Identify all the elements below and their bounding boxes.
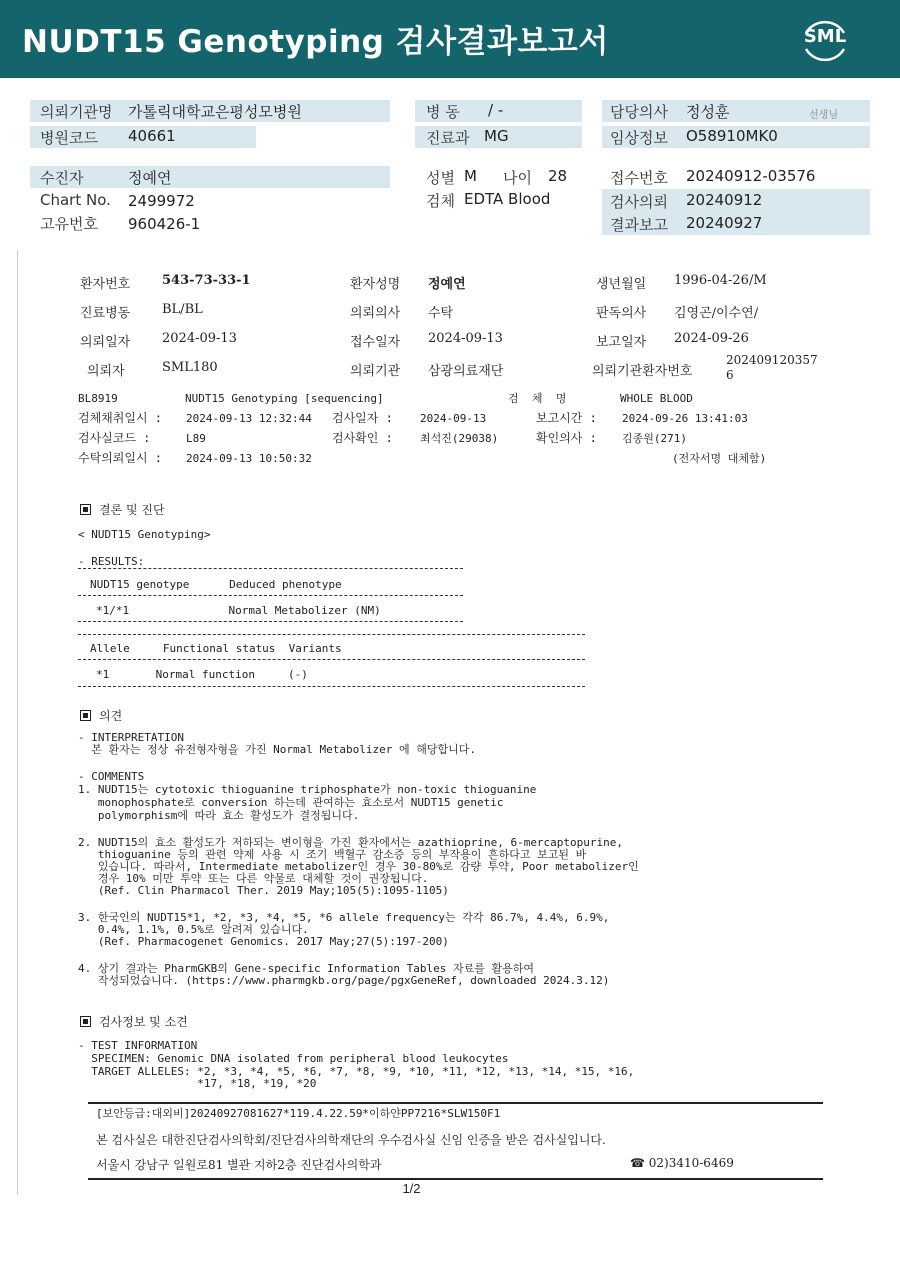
collect-label: 검체채취일시 : (78, 411, 163, 425)
receipt-value: 20240912-03576 (686, 167, 816, 185)
table2-row: *1 Normal function (-) (96, 668, 308, 681)
patient-label: 수진자 (40, 169, 84, 187)
genotyping-head: < NUDT15 Genotyping> (78, 528, 211, 541)
logo-text: SML (803, 26, 847, 47)
testinfo-l2: SPECIMEN: Genomic DNA isolated from peripheral blood leukocytes (78, 1052, 509, 1065)
table1-row: *1/*1 Normal Metabolizer (NM) (96, 604, 381, 617)
hospital-code-value: 40661 (128, 127, 176, 145)
doctor-value: 정성훈 (686, 103, 730, 121)
lab-value: L89 (186, 432, 206, 445)
uid-label: 고유번호 (40, 215, 98, 233)
comment-2-l1: 2. NUDT15의 효소 활성도가 저하되는 변이형을 가진 환자에서는 azathioprine, 6-mercaptopurine, (78, 836, 624, 849)
section-opinion-title: 의견 (99, 709, 123, 723)
sml-logo (798, 13, 852, 67)
r3-v3: 2024-09-26 (674, 331, 749, 346)
r4-l3: 의뢰기관환자번호 (592, 364, 693, 379)
testdate-label: 검사일자 : (332, 411, 393, 425)
clinical-value: O58910MK0 (686, 127, 778, 145)
r3-l1: 의뢰일자 (80, 335, 131, 350)
comment-3-l3: (Ref. Pharmacogenet Genomics. 2017 May;27(5):197-200) (78, 935, 449, 948)
square-bullet-icon (80, 710, 91, 721)
square-bullet-icon (80, 1016, 91, 1027)
comment-2-l3: 있습니다. 따라서, Intermediate metabolizer인 경우 30-80%로 감량 투약, Poor metabolizer인 (78, 860, 639, 873)
r1-v3: 1996-04-26/M (674, 273, 767, 288)
dept-label: 진료과 (426, 129, 470, 147)
confirm-value: 최석진(29038) (420, 432, 499, 445)
receipt-label: 접수번호 (610, 169, 668, 187)
comment-2-l2: thioguanine 등의 관련 약제 사용 시 조기 백혈구 감소증 등의 부작용이 흔하다고 보고된 바 (78, 848, 587, 861)
specimen-name-label: 검 체 명 (508, 392, 567, 405)
chart-label: Chart No. (40, 191, 111, 209)
specimen-name: WHOLE BLOOD (620, 392, 693, 405)
comment-3-l2: 0.4%, 1.1%, 0.5%로 알려져 있습니다. (78, 923, 309, 936)
age-value: 28 (548, 167, 568, 185)
comment-4-l1: 4. 상기 결과는 PharmGKB의 Gene-specific Information Tables 자료를 활용하여 (78, 962, 535, 975)
certification-text: 본 검사실은 대한진단검사의학회/진단검사의학재단의 우수검사실 신임 인증을 받은 검사실입니다. (96, 1133, 606, 1147)
esign-note: (전자서명 대체함) (672, 452, 767, 465)
address-text: 서울시 강남구 일원로81 별관 지하2층 진단검사의학과 (96, 1158, 382, 1172)
table2-header: Allele Functional status Variants (90, 642, 342, 655)
r1-v1: 543-73-33-1 (162, 273, 251, 288)
r1-v2: 정예연 (428, 277, 466, 292)
sex-label: 성별 (426, 169, 455, 187)
square-bullet-icon (80, 504, 91, 515)
patient-value: 정예연 (128, 169, 172, 187)
request-label: 검사의뢰 (610, 193, 668, 211)
page-title: NUDT15 Genotyping 검사결과보고서 (22, 24, 609, 60)
r1-l3: 생년월일 (596, 277, 647, 292)
dept-value: MG (484, 127, 509, 145)
collect-value: 2024-09-13 12:32:44 (186, 412, 312, 425)
section-opinion (80, 707, 122, 724)
institution-value: 가톨릭대학교은평성모병원 (128, 103, 302, 121)
comment-1-l2: monophosphate로 conversion 하는데 관여하는 효소로서 NUDT15 genetic (78, 796, 504, 809)
r2-v1: BL/BL (162, 302, 203, 317)
r2-v3: 김영곤/이수연/ (674, 306, 759, 321)
specimen-value: EDTA Blood (464, 190, 551, 208)
r4-l1: 의뢰자 (87, 364, 125, 379)
result-value: 20240927 (686, 214, 763, 232)
section-testinfo-title: 검사정보 및 소견 (99, 1015, 188, 1029)
report-border (17, 250, 18, 1195)
report-header (0, 0, 900, 78)
chart-value: 2499972 (128, 192, 195, 210)
r2-l3: 판독의사 (596, 306, 647, 321)
comment-2-l4: 경우 10% 미만 투약 또는 다른 약물로 대체할 것이 권장됩니다. (78, 872, 429, 885)
page-number: 1/2 (402, 1181, 421, 1196)
r3-v2: 2024-09-13 (428, 331, 503, 346)
institution-label: 의뢰기관명 (40, 103, 113, 121)
comment-1-l3: polymorphism에 따라 효소 활성도가 결정됩니다. (78, 809, 360, 822)
r4-v3b: 6 (726, 368, 734, 382)
r3-l3: 보고일자 (596, 335, 647, 350)
confirmdoc-label: 확인의사 : (536, 431, 597, 445)
test-code: BL8919 (78, 392, 118, 405)
testinfo-l3: TARGET ALLELES: *2, *3, *4, *5, *6, *7, *8, *9, *10, *11, *12, *13, *14, *15, *16, (78, 1065, 635, 1078)
r1-l2: 환자성명 (350, 277, 401, 292)
consign-value: 2024-09-13 10:50:32 (186, 452, 312, 465)
r1-l1: 환자번호 (80, 277, 131, 292)
confirm-label: 검사확인 : (332, 431, 393, 445)
r4-v1: SML180 (162, 360, 218, 375)
section-conclusion (80, 501, 165, 518)
sex-value: M (464, 167, 477, 185)
reporttime-label: 보고시간 : (536, 411, 597, 425)
phone-text: ☎ 02)3410-6469 (630, 1156, 734, 1170)
r3-v1: 2024-09-13 (162, 331, 237, 346)
doctor-suffix: 선생님 (809, 110, 838, 121)
interp-head: - INTERPRETATION (78, 731, 184, 744)
confirmdoc-value: 김종원(271) (622, 432, 687, 445)
r4-v2: 삼광의료재단 (428, 364, 504, 379)
r2-l2: 의뢰의사 (350, 306, 401, 321)
r2-v2: 수탁 (428, 306, 454, 321)
doctor-label: 담당의사 (610, 103, 668, 121)
comment-2-l5: (Ref. Clin Pharmacol Ther. 2019 May;105(5):1095-1105) (78, 884, 449, 897)
ward-value: / - (488, 101, 504, 119)
testinfo-l1: - TEST INFORMATION (78, 1039, 198, 1052)
specimen-label: 검체 (426, 192, 455, 210)
age-label: 나이 (503, 169, 532, 187)
r2-l1: 진료병동 (80, 306, 131, 321)
request-value: 20240912 (686, 191, 763, 209)
r4-l2: 의뢰기관 (350, 364, 401, 379)
table1-header: NUDT15 genotype Deduced phenotype (90, 578, 342, 591)
testdate-value: 2024-09-13 (420, 412, 487, 425)
comment-1-l1: 1. NUDT15는 cytotoxic thioguanine triphosphate가 non-toxic thioguanine (78, 783, 537, 796)
uid-value: 960426-1 (128, 215, 201, 233)
section-conclusion-title: 결론 및 진단 (99, 503, 165, 517)
lab-label: 검사실코드 : (78, 431, 151, 445)
security-line: [보안등급:대외비]20240927081627*119.4.22.59*이하얀PP7216*SLW150F1 (96, 1107, 501, 1120)
reporttime-value: 2024-09-26 13:41:03 (622, 412, 748, 425)
result-label: 결과보고 (610, 216, 668, 234)
clinical-label: 임상정보 (610, 129, 668, 147)
results-head: - RESULTS: (78, 555, 145, 568)
r4-v3a: 202409120357 (726, 353, 818, 367)
comment-3-l1: 3. 한국인의 NUDT15*1, *2, *3, *4, *5, *6 allele frequency는 각각 86.7%, 4.4%, 6.9%, (78, 911, 610, 924)
section-testinfo (80, 1013, 188, 1030)
r3-l2: 접수일자 (350, 335, 401, 350)
hospital-code-label: 병원코드 (40, 129, 98, 147)
comment-4-l2: 작성되었습니다. (https://www.pharmgkb.org/page/pgxGeneRef, downloaded 2024.3.12) (78, 974, 610, 987)
comments-head: - COMMENTS (78, 770, 145, 783)
consign-label: 수탁의뢰일시 : (78, 451, 163, 465)
interp-text: 본 환자는 정상 유전형자형을 가진 Normal Metabolizer 에 해당합니다. (78, 743, 476, 756)
test-name: NUDT15 Genotyping [sequencing] (185, 392, 384, 405)
ward-label: 병 동 (426, 103, 460, 121)
testinfo-l4: *17, *18, *19, *20 (78, 1077, 317, 1090)
